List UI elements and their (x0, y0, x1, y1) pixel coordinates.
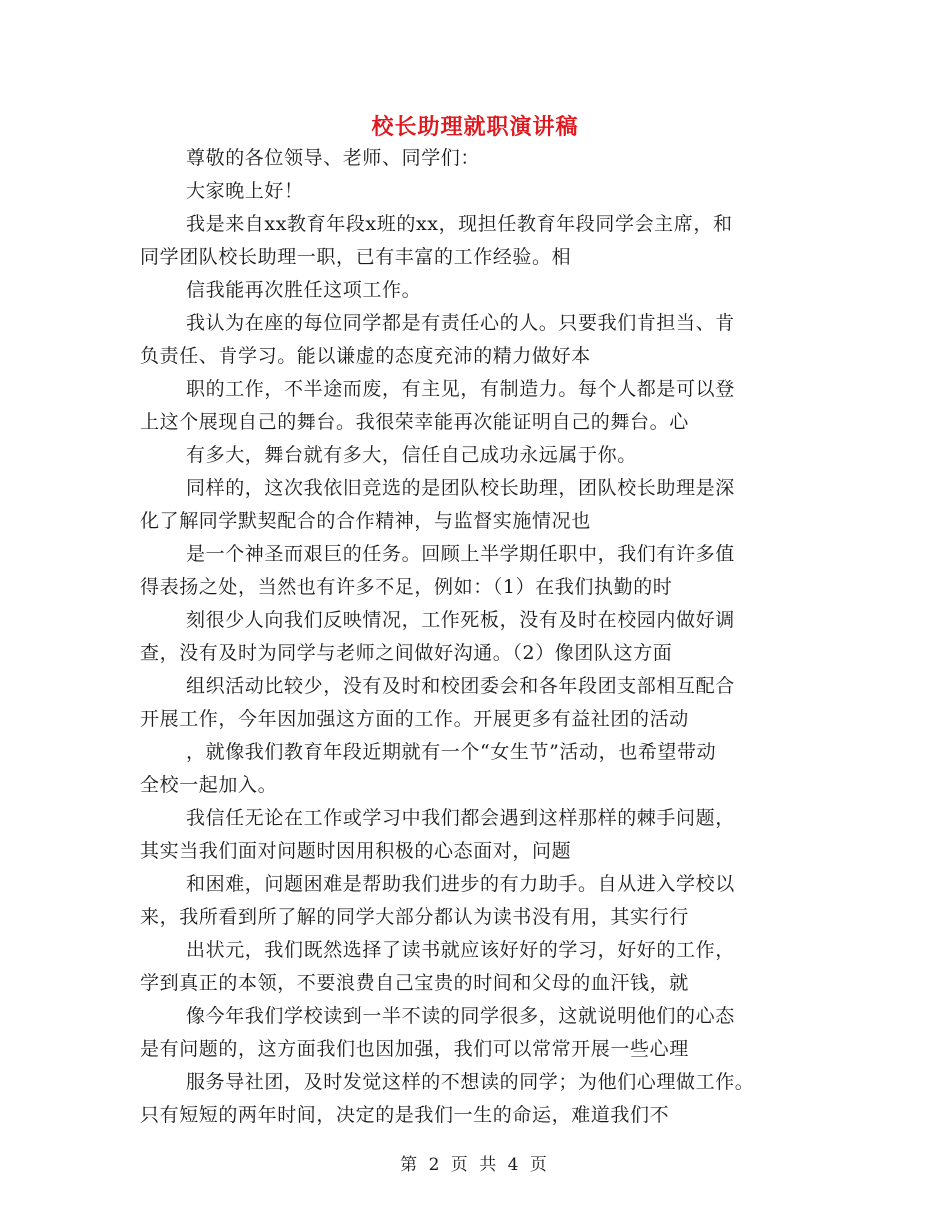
text-line: 学到真正的本领，不要浪费自己宝贵的时间和父母的血汗钱，就 (140, 972, 689, 994)
text-line: 大家晚上好！ (186, 180, 304, 202)
text-line: 像今年我们学校读到一半不读的同学很多，这就说明他们的心态 (186, 1005, 735, 1027)
text-line: 我是来自xx教育年段x班的xx，现担任教育年段同学会主席，和 (186, 213, 733, 235)
text-line: 是有问题的，这方面我们也因加强，我们可以常常开展一些心理 (140, 1038, 689, 1060)
text-line: 同学团队校长助理一职，已有丰富的工作经验。相 (140, 246, 572, 268)
text-line: ，就像我们教育年段近期就有一个“女生节”活动，也希望带动 (186, 741, 717, 763)
text-line: 服务导社团，及时发觉这样的不想读的同学；为他们心理做工作。 (186, 1071, 755, 1093)
text-line: 刻很少人向我们反映情况，工作死板，没有及时在校园内做好调 (186, 609, 735, 631)
text-line: 职的工作，不半途而废，有主见，有制造力。每个人都是可以登 (186, 378, 735, 400)
text-line: 开展工作，今年因加强这方面的工作。开展更多有益社团的活动 (140, 708, 689, 730)
text-line: 信我能再次胜任这项工作。 (186, 279, 422, 301)
text-line: 其实当我们面对问题时因用积极的心态面对，问题 (140, 840, 572, 862)
text-line: 上这个展现自己的舞台。我很荣幸能再次能证明自己的舞台。心 (140, 411, 689, 433)
text-line: 和困难，问题困难是帮助我们进步的有力助手。自从进入学校以 (186, 873, 735, 895)
text-line: 同样的，这次我依旧竞选的是团队校长助理，团队校长助理是深 (186, 477, 735, 499)
text-line: 负责任、肯学习。能以谦虚的态度充沛的精力做好本 (140, 345, 591, 367)
text-line: 查，没有及时为同学与老师之间做好沟通。（2）像团队这方面 (140, 642, 673, 664)
document-body (140, 142, 820, 1132)
text-line: 化了解同学默契配合的合作精神，与监督实施情况也 (140, 510, 591, 532)
text-line: 出状元，我们既然选择了读书就应该好好的学习，好好的工作， (186, 939, 735, 961)
text-line: 组织活动比较少，没有及时和校团委会和各年段团支部相互配合 (186, 675, 735, 697)
text-line: 我信任无论在工作或学习中我们都会遇到这样那样的棘手问题， (186, 807, 735, 829)
text-line: 全校一起加入。 (140, 774, 278, 796)
document-title: 校长助理就职演讲稿 (371, 114, 579, 140)
text-line: 只有短短的两年时间，决定的是我们一生的命运，难道我们不 (140, 1104, 670, 1126)
text-line: 有多大，舞台就有多大，信任自己成功永远属于你。 (186, 444, 637, 466)
text-line: 是一个神圣而艰巨的任务。回顾上半学期任职中，我们有许多值 (186, 543, 735, 565)
text-line: 我认为在座的每位同学都是有责任心的人。只要我们肯担当、肯 (186, 312, 735, 334)
text-line: 得表扬之处，当然也有许多不足，例如：（1）在我们执勤的时 (140, 576, 673, 598)
text-line: 来，我所看到所了解的同学大部分都认为读书没有用，其实行行 (140, 906, 689, 928)
text-line: 尊敬的各位领导、老师、同学们： (186, 147, 481, 169)
page-footer: 第 2 页 共 4 页 (400, 1155, 550, 1175)
